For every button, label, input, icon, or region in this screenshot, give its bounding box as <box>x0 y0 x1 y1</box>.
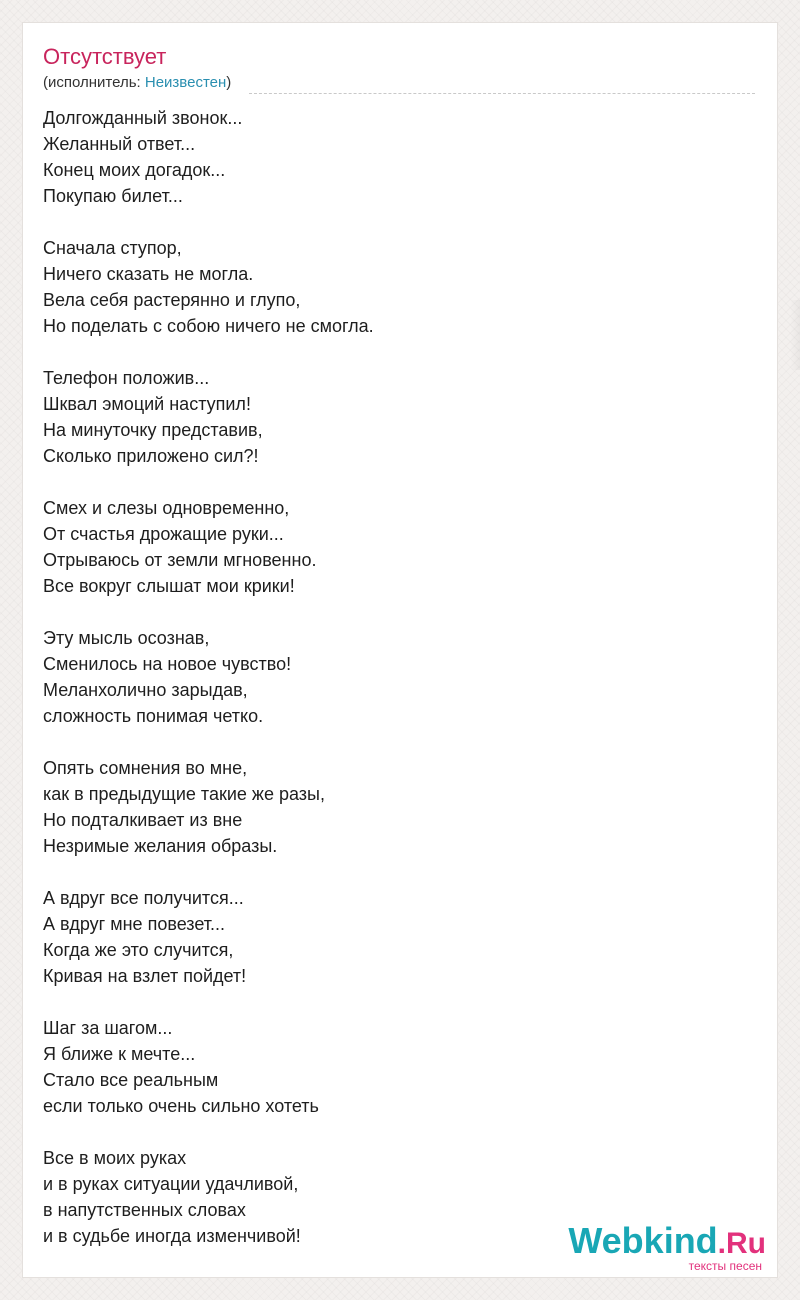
lyric-line: На минуточку представив, <box>43 420 263 440</box>
lyrics-card <box>22 22 778 1278</box>
title-divider <box>249 93 755 94</box>
stanza <box>43 625 743 729</box>
lyrics-body <box>43 105 743 1275</box>
lyric-line: Шаг за шагом... <box>43 1018 173 1038</box>
lyric-line: Все в моих руках <box>43 1148 187 1168</box>
lyric-line: Сколько приложено сил?! <box>43 446 259 466</box>
lyric-line: А вдруг все получится... <box>43 888 244 908</box>
lyric-line: Долгожданный звонок... <box>43 108 243 128</box>
edge-shadow <box>790 300 800 370</box>
lyric-line: Когда же это случится, <box>43 940 234 960</box>
lyric-line: Эту мысль осознав, <box>43 628 210 648</box>
lyric-line: Конец моих догадок... <box>43 160 226 180</box>
lyric-line: Незримые желания образы. <box>43 836 278 856</box>
stanza <box>43 1015 743 1119</box>
lyric-line: в напутственных словах <box>43 1200 246 1220</box>
lyric-line: Смех и слезы одновременно, <box>43 498 290 518</box>
lyric-line: Но подталкивает из вне <box>43 810 243 830</box>
lyric-line: Но поделать с собою ничего не смогла. <box>43 316 374 336</box>
artist-prefix: (исполнитель: <box>43 74 145 91</box>
lyric-line: и в судьбе иногда изменчивой! <box>43 1226 301 1246</box>
artist-line <box>43 73 231 93</box>
lyric-line: Шквал эмоций наступил! <box>43 394 251 414</box>
stanza <box>43 235 743 339</box>
artist-suffix: ) <box>226 74 232 91</box>
logo-tagline: тексты песен <box>688 1259 762 1273</box>
lyric-line: Телефон положив... <box>43 368 210 388</box>
song-title: Отсутствует <box>43 44 167 69</box>
lyric-line: если только очень сильно хотеть <box>43 1096 319 1116</box>
logo-tld: .Ru <box>717 1227 766 1260</box>
lyric-line: Ничего сказать не могла. <box>43 264 254 284</box>
logo-main-text: Webkind <box>568 1220 718 1261</box>
lyric-line: Стало все реальным <box>43 1070 219 1090</box>
lyric-line: А вдруг мне повезет... <box>43 914 226 934</box>
artist-link[interactable]: Неизвестен <box>144 74 227 91</box>
lyric-line: Сменилось на новое чувство! <box>43 654 292 674</box>
lyric-line: Опять сомнения во мне, <box>43 758 248 778</box>
lyric-line: и в руках ситуации удачливой, <box>43 1174 299 1194</box>
lyric-line: Меланхолично зарыдав, <box>43 680 248 700</box>
lyric-line: От счастья дрожащие руки... <box>43 524 284 544</box>
lyric-line: как в предыдущие такие же разы, <box>43 784 325 804</box>
lyric-line: Отрываюсь от земли мгновенно. <box>43 550 317 570</box>
lyric-line: Желанный ответ... <box>43 134 196 154</box>
stanza <box>43 365 743 469</box>
lyric-line: Покупаю билет... <box>43 186 183 206</box>
lyric-line: сложность понимая четко. <box>43 706 264 726</box>
lyric-line: Вела себя растерянно и глупо, <box>43 290 301 310</box>
site-logo[interactable] <box>568 1220 766 1273</box>
lyric-line: Я ближе к мечте... <box>43 1044 196 1064</box>
stanza <box>43 755 743 859</box>
lyric-line: Все вокруг слышат мои крики! <box>43 576 295 596</box>
stanza <box>43 885 743 989</box>
stanza <box>43 105 743 209</box>
lyric-line: Сначала ступор, <box>43 238 182 258</box>
lyric-line: Кривая на взлет пойдет! <box>43 966 247 986</box>
stanza <box>43 495 743 599</box>
logo-wordmark <box>568 1220 766 1262</box>
